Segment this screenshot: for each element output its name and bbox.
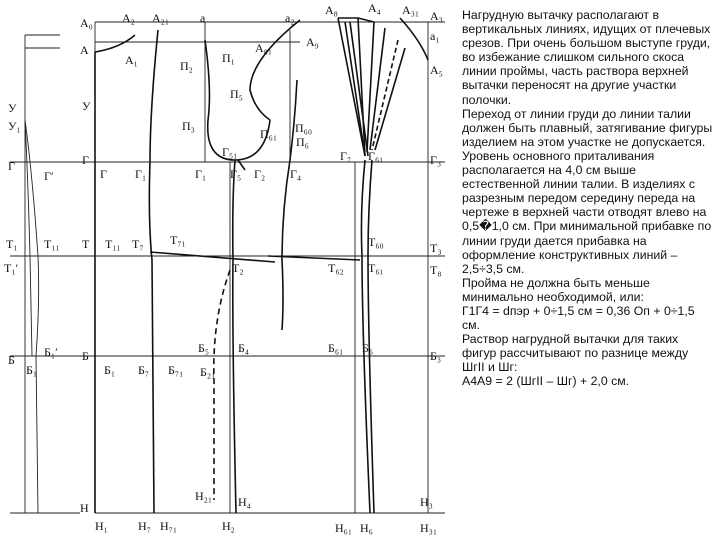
label-H31: Н₃₁ xyxy=(420,521,438,535)
label-a2: а₂ xyxy=(285,11,295,25)
label-A8: А₈ xyxy=(325,3,338,17)
label-G4: Г₄ xyxy=(290,167,302,181)
label-B6: Б₆ xyxy=(362,341,374,355)
label-H3: Н₃ xyxy=(420,495,433,509)
label-A5: А₅ xyxy=(430,63,443,77)
label-P61: П₆₁ xyxy=(260,127,278,141)
label-T3: Т₃ xyxy=(430,241,442,255)
label-H6: Н₆ xyxy=(360,521,373,535)
label-G61: Г₆₁ xyxy=(368,149,384,163)
label-T11-left: Т₁₁ xyxy=(44,237,60,251)
label-T71: Т₇₁ xyxy=(170,233,186,247)
label-U1-left: У₁ xyxy=(8,119,21,133)
label-B61: Б₆₁ xyxy=(328,341,344,355)
label-T61: Т₆₁ xyxy=(368,261,384,275)
label-A2: А₂ xyxy=(122,11,135,25)
label-P1: П₁ xyxy=(222,51,235,65)
label-G5: Г₅ xyxy=(230,167,242,181)
label-B1: Б₁ xyxy=(104,363,116,377)
label-B1-left: Б₁ xyxy=(26,363,38,377)
label-T11: Т₁₁ xyxy=(105,237,121,251)
label-U-left: У xyxy=(8,101,17,115)
label-B3: Б₃ xyxy=(430,349,442,363)
label-P60: П₆₀ xyxy=(295,121,313,135)
label-G: Г xyxy=(82,153,89,167)
label-G1: Г₁ xyxy=(195,167,207,181)
label-H1: Н₁ xyxy=(95,519,108,533)
label-A4: А₄ xyxy=(368,1,381,15)
paragraph-3: Уровень основного приталивания располагается на 4,0 см выше естественной линии талии. В изделиях с разрезным передом середину переда на чертеже в верхней части отводят влево на 0,5�1,0 см. При минимальной прибавке по линии груди дается прибавка на оформление конструктивных линий – 2,5÷3,5 см. xyxy=(462,148,712,276)
label-B-left: Б xyxy=(8,353,15,367)
label-G-inner: Г xyxy=(100,167,107,181)
paragraph-1: Нагрудную вытачку располагают в вертикальных линиях, идущих от плечевых срезов. При очень большом выступе груди, во избежание слишком сильного скоса линии проймы, часть раствора верхней вытачки переносят на другие участки полочки. xyxy=(462,8,711,107)
label-B71: Б₇₁ xyxy=(168,363,184,377)
label-T62: Т₆₂ xyxy=(328,261,344,275)
label-B4: Б₄ xyxy=(238,341,250,355)
label-P2: П₂ xyxy=(180,59,193,73)
label-P3: П₃ xyxy=(182,119,195,133)
description-text xyxy=(462,8,714,389)
label-B21: Б₂₁ xyxy=(200,365,216,379)
label-H21: Н₂₁ xyxy=(195,489,213,503)
label-H7: Н₇ xyxy=(138,519,151,533)
label-H4: Н₄ xyxy=(238,495,251,509)
label-A1: А₁ xyxy=(125,53,138,67)
label-G-left: Г xyxy=(8,159,15,173)
label-B1p-left: Б₁′ xyxy=(44,345,58,359)
label-B5: Б₅ xyxy=(198,341,210,355)
label-B: Б xyxy=(82,349,89,363)
label-A0: А₀ xyxy=(80,16,93,30)
label-H2: Н₂ xyxy=(222,519,235,533)
label-T: Т xyxy=(82,237,90,251)
label-A31: А₃₁ xyxy=(402,3,420,17)
label-A81: А₈₁ xyxy=(255,41,273,55)
paragraph-4: Пройма не должна быть меньше минимально необходимой, или: xyxy=(462,275,650,304)
label-H61: Н₆₁ xyxy=(335,521,353,535)
label-A3: А₃ xyxy=(430,9,443,23)
label-A9: А₉ xyxy=(306,35,319,49)
label-G2: Г₂ xyxy=(254,167,266,181)
label-A: А xyxy=(80,43,89,57)
label-B7: Б₇ xyxy=(138,363,150,377)
paragraph-5: Г1Г4 = dпэр + 0÷1,5 см = 0,36 Оп + 0÷1,5 см. xyxy=(462,303,695,333)
label-T60: Т₆₀ xyxy=(368,235,384,249)
left-side-panel xyxy=(10,35,80,513)
label-T1p-left: Т₁′ xyxy=(4,261,19,275)
point-labels xyxy=(4,1,443,535)
paragraph-6: Раствор нагрудной вытачки для таких фигур рассчитывают по разнице между ШгII и Шг: xyxy=(462,332,689,375)
label-G3: Г₃ xyxy=(430,153,442,167)
label-T2: Т₂ xyxy=(232,261,244,275)
label-H: Н xyxy=(80,501,89,515)
label-T7: Т₇ xyxy=(132,237,144,251)
label-G7: Г₇ xyxy=(340,149,352,163)
label-T1-left: Т₁ xyxy=(6,237,18,251)
paragraph-7: А4А9 = 2 (ШгII – Шг) + 2,0 см. xyxy=(462,374,630,389)
label-U: У xyxy=(82,99,91,113)
label-a: а xyxy=(200,11,206,25)
paragraph-2: Переход от линии груди до линии талии должен быть плавный, затягивание фигуры изделием на этом участке не допускается. xyxy=(462,106,713,149)
label-P6: П₆ xyxy=(296,135,309,149)
label-G-left-prime: Г′ xyxy=(44,169,54,183)
label-A21: А₂₁ xyxy=(152,11,170,25)
label-T8: Т₈ xyxy=(430,263,442,277)
label-G1-left: Г₁ xyxy=(135,167,147,181)
label-H71: Н₇₁ xyxy=(160,519,178,533)
label-G51: Г₅₁ xyxy=(222,145,238,159)
label-a1: а₁ xyxy=(430,29,440,43)
label-P5: П₅ xyxy=(230,87,243,101)
